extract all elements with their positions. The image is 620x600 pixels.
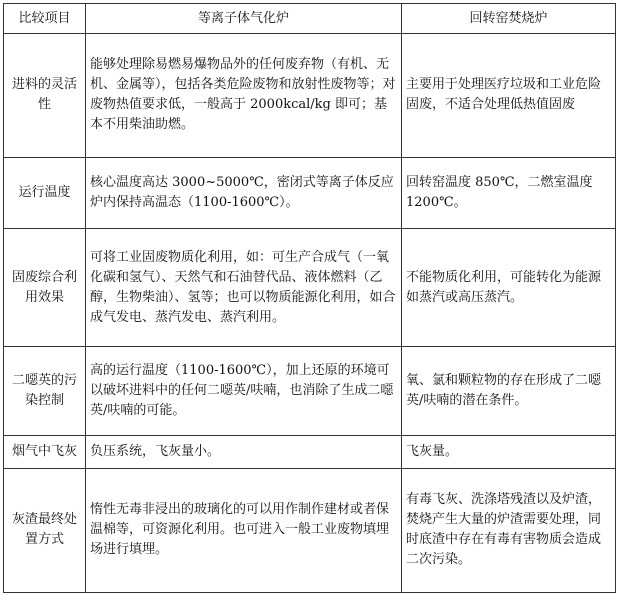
plasma-cell: 负压系统，飞灰量小。 bbox=[86, 436, 402, 469]
plasma-cell: 能够处理除易燃易爆物品外的任何废弃物（有机、无机、金属等），包括各类危险废物和放射性废物等；对废物热值要求低，一般高于 2000kcal/kg 即可；基本不用柴油助燃。 bbox=[86, 34, 402, 158]
table-row bbox=[4, 157, 616, 228]
table-row bbox=[4, 347, 616, 436]
row-item-label: 固废综合利用效果 bbox=[4, 229, 86, 347]
table-header-row bbox=[4, 4, 616, 34]
plasma-cell: 可将工业固废物质化利用，如：可生产合成气（一氧化碳和氢气）、天然气和石油替代品、液体燃料（乙醇，生物柴油）、氢等；也可以物质能源化利用，如合成气发电、蒸汽发电、蒸汽利用。 bbox=[86, 229, 402, 347]
table-row bbox=[4, 468, 616, 592]
row-item-label: 运行温度 bbox=[4, 157, 86, 228]
rotary-cell: 飞灰量。 bbox=[402, 436, 616, 469]
row-item-label: 烟气中飞灰 bbox=[4, 436, 86, 469]
plasma-cell: 核心温度高达 3000~5000℃，密闭式等离子体反应炉内保持高温态（1100-1600℃）。 bbox=[86, 157, 402, 228]
row-item-label: 灰渣最终处置方式 bbox=[4, 468, 86, 592]
rotary-cell: 有毒飞灰、洗涤塔残渣以及炉渣，焚烧产生大量的炉渣需要处理，同时底渣中存在有毒有害物质会造成二次污染。 bbox=[402, 468, 616, 592]
rotary-cell: 主要用于处理医疗垃圾和工业危险固废，不适合处理低热值固废 bbox=[402, 34, 616, 158]
table-row bbox=[4, 436, 616, 469]
rotary-cell: 回转窑温度 850℃，二燃室温度 1200℃。 bbox=[402, 157, 616, 228]
table-row bbox=[4, 34, 616, 158]
header-plasma: 等离子体气化炉 bbox=[86, 4, 402, 34]
row-item-label: 进料的灵活性 bbox=[4, 34, 86, 158]
plasma-cell: 惰性无毒非浸出的玻璃化的可以用作制作建材或者保温棉等，可资源化利用。也可进入一般工业废物填埋场进行填埋。 bbox=[86, 468, 402, 592]
rotary-cell: 氧、氯和颗粒物的存在形成了二噁英/呋喃的潜在条件。 bbox=[402, 347, 616, 436]
header-rotary: 回转窑焚烧炉 bbox=[402, 4, 616, 34]
row-item-label: 二噁英的污染控制 bbox=[4, 347, 86, 436]
comparison-table bbox=[3, 3, 616, 593]
table-row bbox=[4, 229, 616, 347]
plasma-cell: 高的运行温度（1100-1600℃），加上还原的环境可以破坏进料中的任何二噁英/呋喃，也消除了生成二噁英/呋喃的可能。 bbox=[86, 347, 402, 436]
rotary-cell: 不能物质化利用，可能转化为能源如蒸汽或高压蒸汽。 bbox=[402, 229, 616, 347]
header-item: 比较项目 bbox=[4, 4, 86, 34]
